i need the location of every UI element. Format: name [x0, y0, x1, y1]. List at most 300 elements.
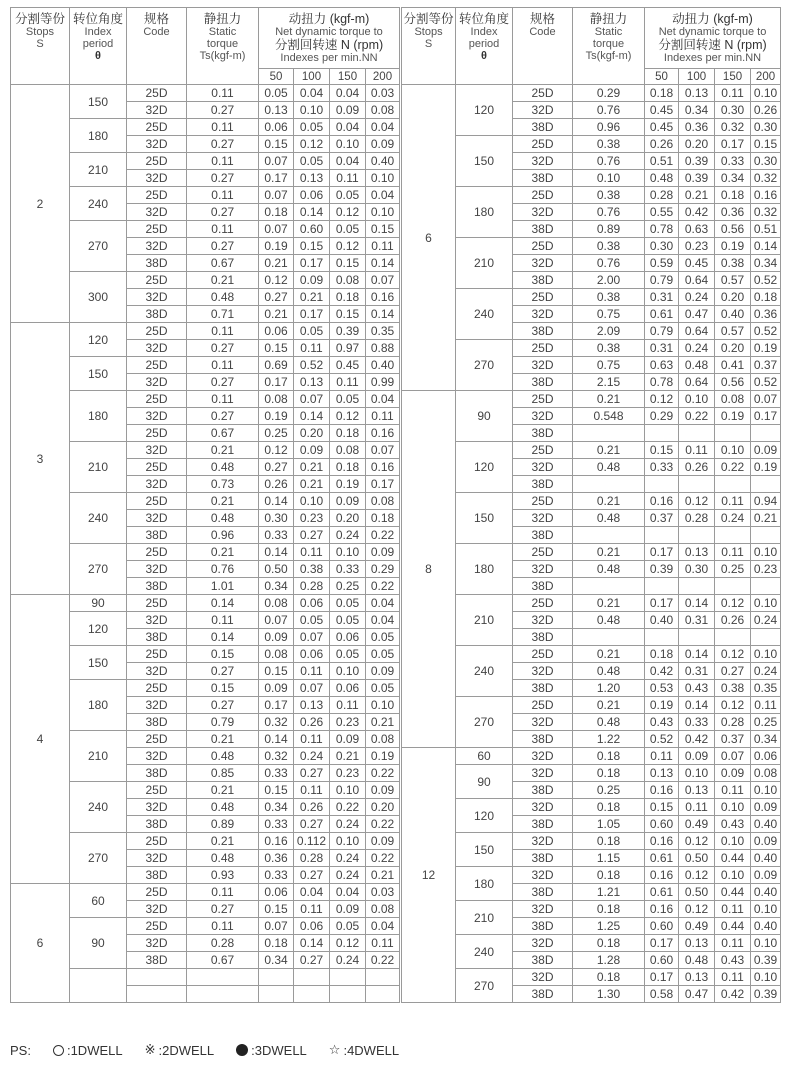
torque-200-cell	[751, 578, 781, 595]
torque-100-cell: 0.05	[294, 153, 330, 170]
static-torque-cell: 0.48	[573, 561, 645, 578]
torque-150-cell: 0.34	[715, 170, 751, 187]
index-period-cell: 240	[70, 187, 127, 221]
static-torque-cell: 0.21	[187, 782, 259, 799]
index-period-header-line: 转位角度	[72, 12, 123, 26]
index-period-cell: 240	[456, 289, 513, 340]
torque-200-cell: 0.34	[751, 731, 781, 748]
table-row	[11, 187, 400, 204]
torque-100-cell: 0.48	[679, 357, 715, 374]
code-cell: 32D	[513, 459, 573, 476]
torque-50-cell: 0.21	[259, 255, 294, 272]
torque-150-cell: 0.24	[330, 850, 366, 867]
torque-150-cell: 0.09	[330, 493, 366, 510]
code-cell: 25D	[513, 697, 573, 714]
table-row	[11, 969, 400, 986]
torque-200-cell: 0.15	[751, 136, 781, 153]
torque-50-cell: 0.69	[259, 357, 294, 374]
torque-50-cell	[259, 986, 294, 1003]
torque-150-cell: 0.11	[715, 85, 751, 102]
torque-50-cell: 0.16	[645, 493, 679, 510]
static-torque-cell: 0.28	[187, 935, 259, 952]
code-header	[127, 8, 187, 85]
dynamic-torque-header-line: 动扭力 (kgf-m)	[288, 12, 370, 26]
torque-50-cell: 0.18	[259, 935, 294, 952]
legend-prefix: PS:	[10, 1042, 31, 1058]
table-row	[11, 272, 400, 289]
static-torque-cell: 0.27	[187, 663, 259, 680]
torque-50-cell: 0.31	[645, 340, 679, 357]
static-torque-cell: 0.25	[573, 782, 645, 799]
index-period-cell: 180	[70, 119, 127, 153]
torque-200-cell: 0.14	[751, 238, 781, 255]
table-row	[11, 357, 400, 374]
code-cell: 32D	[513, 255, 573, 272]
torque-200-cell: 0.35	[366, 323, 400, 340]
torque-150-cell: 0.11	[715, 935, 751, 952]
code-cell: 38D	[513, 476, 573, 493]
legend-item-4dwell	[329, 1042, 399, 1058]
torque-table-right	[401, 7, 781, 1003]
torque-200-cell: 0.05	[366, 629, 400, 646]
static-torque-cell: 0.21	[573, 493, 645, 510]
code-cell: 32D	[127, 697, 187, 714]
static-torque-cell: 0.11	[187, 119, 259, 136]
code-cell: 32D	[513, 306, 573, 323]
torque-150-cell: 0.56	[715, 374, 751, 391]
torque-50-cell: 0.31	[645, 289, 679, 306]
torque-150-cell: 0.05	[330, 221, 366, 238]
torque-150-cell: 0.11	[330, 170, 366, 187]
index-period-cell: 240	[70, 782, 127, 833]
code-cell	[127, 969, 187, 986]
dynamic-torque-header-line: 分割回转速 N (rpm)	[274, 38, 384, 52]
static-torque-cell: 0.18	[573, 935, 645, 952]
torque-50-cell: 0.30	[645, 238, 679, 255]
torque-150-cell: 0.57	[715, 323, 751, 340]
code-cell: 38D	[513, 272, 573, 289]
torque-150-cell: 0.05	[330, 595, 366, 612]
torque-50-cell: 0.33	[259, 527, 294, 544]
torque-100-cell: 0.06	[294, 595, 330, 612]
torque-200-cell	[751, 425, 781, 442]
torque-100-cell: 0.12	[679, 833, 715, 850]
torque-150-cell	[330, 986, 366, 1003]
torque-50-cell: 0.48	[645, 170, 679, 187]
torque-50-cell: 0.11	[645, 748, 679, 765]
code-cell: 38D	[513, 425, 573, 442]
torque-200-cell: 0.21	[751, 510, 781, 527]
table-row	[402, 238, 781, 255]
torque-200-cell: 0.51	[751, 221, 781, 238]
torque-200-cell	[366, 986, 400, 1003]
torque-200-cell: 0.07	[366, 442, 400, 459]
index-period-cell: 270	[456, 340, 513, 391]
code-cell: 32D	[513, 935, 573, 952]
torque-150-cell: 0.19	[330, 476, 366, 493]
index-period-cell: 90	[456, 765, 513, 799]
code-cell: 25D	[127, 323, 187, 340]
static-torque-header-line: Static	[208, 26, 237, 38]
torque-100-cell: 0.13	[294, 170, 330, 187]
torque-100-cell: 0.48	[679, 952, 715, 969]
legend-item-3dwell	[236, 1043, 307, 1058]
torque-50-cell: 0.15	[259, 663, 294, 680]
torque-50-cell	[645, 527, 679, 544]
torque-200-cell: 0.22	[366, 578, 400, 595]
code-cell: 32D	[513, 901, 573, 918]
index-period-cell: 150	[456, 493, 513, 544]
torque-150-cell: 0.11	[330, 374, 366, 391]
torque-50-cell: 0.07	[259, 612, 294, 629]
static-torque-header-line: torque	[592, 38, 625, 50]
torque-200-cell: 0.19	[366, 748, 400, 765]
code-cell: 38D	[513, 221, 573, 238]
static-torque-cell	[187, 969, 259, 986]
torque-100-cell: 0.04	[294, 85, 330, 102]
code-header-line: Code	[529, 26, 556, 38]
torque-200-cell: 0.04	[366, 612, 400, 629]
torque-50-cell: 0.26	[259, 476, 294, 493]
table-row	[11, 782, 400, 799]
index-period-cell: 270	[70, 544, 127, 595]
torque-100-cell: 0.15	[294, 238, 330, 255]
static-torque-cell: 1.20	[573, 680, 645, 697]
torque-200-cell: 0.10	[751, 544, 781, 561]
torque-50-cell	[645, 476, 679, 493]
torque-50-cell: 0.19	[259, 408, 294, 425]
static-torque-cell: 0.76	[573, 255, 645, 272]
code-cell: 25D	[513, 442, 573, 459]
torque-200-cell: 0.40	[366, 357, 400, 374]
static-torque-cell: 0.27	[187, 170, 259, 187]
static-torque-cell: 0.21	[573, 442, 645, 459]
index-period-cell: 270	[70, 833, 127, 884]
torque-150-cell: 0.18	[330, 459, 366, 476]
torque-50-cell: 0.17	[645, 544, 679, 561]
static-torque-cell: 0.76	[573, 153, 645, 170]
torque-50-cell: 0.25	[259, 425, 294, 442]
static-torque-cell: 0.85	[187, 765, 259, 782]
code-cell: 32D	[513, 765, 573, 782]
table-row	[11, 544, 400, 561]
torque-50-cell: 0.15	[259, 782, 294, 799]
torque-200-cell	[751, 629, 781, 646]
index-period-cell: 180	[456, 544, 513, 595]
torque-100-cell: 0.47	[679, 306, 715, 323]
code-header-line: 规格	[530, 12, 556, 26]
torque-150-cell: 0.39	[330, 323, 366, 340]
torque-150-cell: 0.38	[715, 680, 751, 697]
legend-item-1dwell	[53, 1043, 123, 1058]
torque-150-cell: 0.24	[330, 816, 366, 833]
torque-200-cell: 0.10	[366, 170, 400, 187]
torque-200-cell: 0.15	[366, 221, 400, 238]
static-torque-cell: 1.30	[573, 986, 645, 1003]
torque-50-cell: 0.17	[645, 935, 679, 952]
torque-50-cell: 0.18	[645, 646, 679, 663]
code-cell: 32D	[127, 408, 187, 425]
torque-200-cell: 0.10	[751, 595, 781, 612]
torque-150-cell: 0.23	[330, 714, 366, 731]
torque-50-cell: 0.15	[259, 340, 294, 357]
code-cell: 25D	[127, 187, 187, 204]
code-cell: 32D	[513, 799, 573, 816]
torque-200-cell: 0.40	[751, 816, 781, 833]
torque-150-cell: 0.11	[715, 969, 751, 986]
static-torque-cell: 0.48	[573, 714, 645, 731]
static-torque-cell: 0.48	[187, 289, 259, 306]
torque-200-cell: 0.37	[751, 357, 781, 374]
torque-100-cell: 0.42	[679, 204, 715, 221]
index-period-cell: 180	[70, 680, 127, 731]
index-period-cell: 120	[456, 85, 513, 136]
torque-50-cell	[259, 969, 294, 986]
torque-150-cell: 0.43	[715, 816, 751, 833]
table-row	[402, 748, 781, 765]
torque-50-cell: 0.61	[645, 850, 679, 867]
torque-50-cell: 0.16	[645, 867, 679, 884]
stops-header-line: Stops	[414, 26, 443, 38]
index-period-cell: 120	[456, 799, 513, 833]
torque-100-cell: 0.28	[679, 510, 715, 527]
table-row	[11, 85, 400, 102]
index-period-cell: 150	[70, 357, 127, 391]
torque-150-cell	[330, 969, 366, 986]
code-cell: 25D	[513, 595, 573, 612]
torque-100-cell: 0.21	[679, 187, 715, 204]
code-cell: 38D	[513, 816, 573, 833]
torque-100-cell: 0.09	[294, 272, 330, 289]
static-torque-cell: 1.25	[573, 918, 645, 935]
index-period-header	[70, 8, 127, 85]
torque-200-cell: 0.17	[366, 476, 400, 493]
torque-200-cell: 0.39	[751, 986, 781, 1003]
torque-200-cell: 0.05	[366, 646, 400, 663]
static-torque-cell: 0.11	[187, 85, 259, 102]
code-cell: 38D	[513, 918, 573, 935]
torque-200-cell: 0.03	[366, 884, 400, 901]
table-row	[402, 340, 781, 357]
code-cell: 32D	[513, 612, 573, 629]
code-cell: 38D	[127, 765, 187, 782]
torque-50-cell: 0.07	[259, 918, 294, 935]
torque-150-cell: 0.45	[330, 357, 366, 374]
code-cell: 25D	[127, 493, 187, 510]
torque-100-cell: 0.14	[679, 697, 715, 714]
torque-200-cell: 0.99	[366, 374, 400, 391]
torque-100-cell: 0.13	[679, 969, 715, 986]
torque-50-cell: 0.63	[645, 357, 679, 374]
torque-50-cell: 0.34	[259, 578, 294, 595]
rpm-header: 100	[294, 69, 330, 85]
torque-150-cell: 0.05	[330, 187, 366, 204]
code-cell: 32D	[513, 357, 573, 374]
index-period-header-line: θ	[95, 50, 101, 62]
torque-150-cell: 0.12	[715, 646, 751, 663]
torque-150-cell: 0.15	[330, 255, 366, 272]
torque-150-cell: 0.12	[330, 238, 366, 255]
index-period-header-line: period	[82, 38, 114, 50]
torque-50-cell: 0.07	[259, 187, 294, 204]
torque-50-cell: 0.33	[259, 867, 294, 884]
torque-50-cell: 0.14	[259, 493, 294, 510]
static-torque-cell: 0.27	[187, 204, 259, 221]
static-torque-cell: 0.27	[187, 697, 259, 714]
torque-100-cell: 0.11	[679, 799, 715, 816]
torque-100-cell: 0.12	[679, 901, 715, 918]
torque-50-cell: 0.06	[259, 884, 294, 901]
static-torque-cell: 2.15	[573, 374, 645, 391]
torque-200-cell: 0.11	[366, 238, 400, 255]
torque-200-cell: 0.22	[366, 850, 400, 867]
code-cell: 38D	[127, 578, 187, 595]
index-period-cell: 120	[456, 442, 513, 493]
stops-cell: 6	[11, 884, 70, 1003]
torque-200-cell: 0.09	[751, 867, 781, 884]
stops-cell: 8	[402, 391, 456, 748]
torque-150-cell: 0.10	[330, 782, 366, 799]
torque-100-cell: 0.13	[679, 782, 715, 799]
code-cell: 25D	[127, 731, 187, 748]
table-row	[11, 680, 400, 697]
torque-200-cell: 0.40	[366, 153, 400, 170]
torque-50-cell: 0.34	[259, 799, 294, 816]
index-period-cell: 270	[70, 221, 127, 272]
torque-100-cell: 0.11	[294, 663, 330, 680]
static-torque-cell: 0.67	[187, 425, 259, 442]
torque-100-cell	[679, 476, 715, 493]
code-cell: 32D	[127, 901, 187, 918]
index-period-cell: 210	[456, 901, 513, 935]
torque-200-cell: 0.09	[751, 442, 781, 459]
torque-200-cell: 0.22	[366, 816, 400, 833]
torque-50-cell: 0.28	[645, 187, 679, 204]
torque-100-cell: 0.26	[679, 459, 715, 476]
torque-100-cell: 0.09	[679, 748, 715, 765]
torque-200-cell: 0.52	[751, 323, 781, 340]
torque-table-left	[10, 7, 400, 1003]
torque-100-cell: 0.11	[294, 340, 330, 357]
torque-150-cell: 0.10	[715, 867, 751, 884]
torque-50-cell: 0.61	[645, 306, 679, 323]
static-torque-cell: 0.15	[187, 680, 259, 697]
torque-200-cell: 0.10	[751, 85, 781, 102]
static-torque-cell: 0.75	[573, 357, 645, 374]
torque-100-cell: 0.24	[679, 340, 715, 357]
index-period-header-line: Index	[470, 26, 498, 38]
code-cell: 38D	[513, 731, 573, 748]
circle-icon	[53, 1045, 64, 1056]
code-cell: 25D	[127, 782, 187, 799]
torque-200-cell: 0.21	[366, 714, 400, 731]
static-torque-cell: 0.76	[573, 102, 645, 119]
static-torque-cell: 0.38	[573, 238, 645, 255]
torque-50-cell: 0.14	[259, 544, 294, 561]
torque-200-cell: 0.35	[751, 680, 781, 697]
torque-200-cell: 0.18	[366, 510, 400, 527]
static-torque-cell: 0.27	[187, 408, 259, 425]
torque-100-cell: 0.10	[294, 493, 330, 510]
torque-100-cell: 0.17	[294, 306, 330, 323]
torque-200-cell	[366, 969, 400, 986]
torque-100-cell: 0.11	[294, 901, 330, 918]
torque-50-cell: 0.12	[259, 442, 294, 459]
torque-100-cell: 0.05	[294, 323, 330, 340]
torque-150-cell: 0.15	[330, 306, 366, 323]
code-cell: 38D	[127, 714, 187, 731]
torque-200-cell: 0.10	[751, 901, 781, 918]
torque-100-cell: 0.09	[294, 442, 330, 459]
torque-200-cell: 0.08	[366, 493, 400, 510]
torque-150-cell: 0.44	[715, 850, 751, 867]
torque-50-cell: 0.39	[645, 561, 679, 578]
static-torque-cell: 0.48	[187, 799, 259, 816]
torque-50-cell: 0.33	[259, 816, 294, 833]
spec-sheet	[10, 7, 781, 1003]
index-period-cell: 180	[70, 391, 127, 442]
static-torque-cell: 0.21	[187, 442, 259, 459]
static-torque-header-line: 静扭力	[203, 12, 242, 26]
code-cell: 38D	[513, 374, 573, 391]
torque-150-cell: 0.24	[715, 510, 751, 527]
torque-150-cell: 0.11	[715, 782, 751, 799]
torque-150-cell: 0.18	[715, 187, 751, 204]
stops-header-line: S	[424, 38, 433, 50]
code-cell: 32D	[127, 340, 187, 357]
torque-100-cell: 0.49	[679, 918, 715, 935]
index-period-header-line: 转位角度	[459, 12, 510, 26]
torque-150-cell: 0.27	[715, 663, 751, 680]
torque-200-cell: 0.34	[751, 255, 781, 272]
torque-100-cell: 0.14	[294, 204, 330, 221]
torque-100-cell: 0.10	[679, 765, 715, 782]
code-cell: 32D	[513, 867, 573, 884]
reference-mark-icon: ※	[144, 1042, 156, 1057]
stops-header-line: Stops	[25, 26, 55, 38]
table-row	[402, 136, 781, 153]
table-row	[11, 918, 400, 935]
code-cell: 32D	[127, 442, 187, 459]
torque-100-cell: 0.26	[294, 714, 330, 731]
torque-50-cell: 0.45	[645, 119, 679, 136]
torque-200-cell: 0.36	[751, 306, 781, 323]
code-cell: 32D	[127, 748, 187, 765]
table-row	[402, 391, 781, 408]
static-torque-cell: 0.27	[187, 901, 259, 918]
torque-200-cell: 0.07	[751, 391, 781, 408]
torque-150-cell: 0.23	[330, 765, 366, 782]
torque-50-cell: 0.60	[645, 952, 679, 969]
torque-100-cell: 0.43	[679, 680, 715, 697]
torque-100-cell: 0.23	[679, 238, 715, 255]
torque-150-cell: 0.05	[330, 612, 366, 629]
stops-header	[402, 8, 456, 85]
torque-200-cell: 0.22	[366, 527, 400, 544]
code-header	[513, 8, 573, 85]
torque-200-cell: 0.88	[366, 340, 400, 357]
code-cell: 38D	[513, 119, 573, 136]
code-header-line: Code	[143, 26, 170, 38]
torque-150-cell: 0.05	[330, 918, 366, 935]
code-cell: 32D	[513, 969, 573, 986]
legend-label: :2DWELL	[158, 1042, 215, 1058]
torque-100-cell	[679, 578, 715, 595]
stops-cell: 12	[402, 748, 456, 1003]
torque-150-cell: 0.32	[715, 119, 751, 136]
torque-100-cell: 0.30	[679, 561, 715, 578]
torque-150-cell: 0.44	[715, 918, 751, 935]
